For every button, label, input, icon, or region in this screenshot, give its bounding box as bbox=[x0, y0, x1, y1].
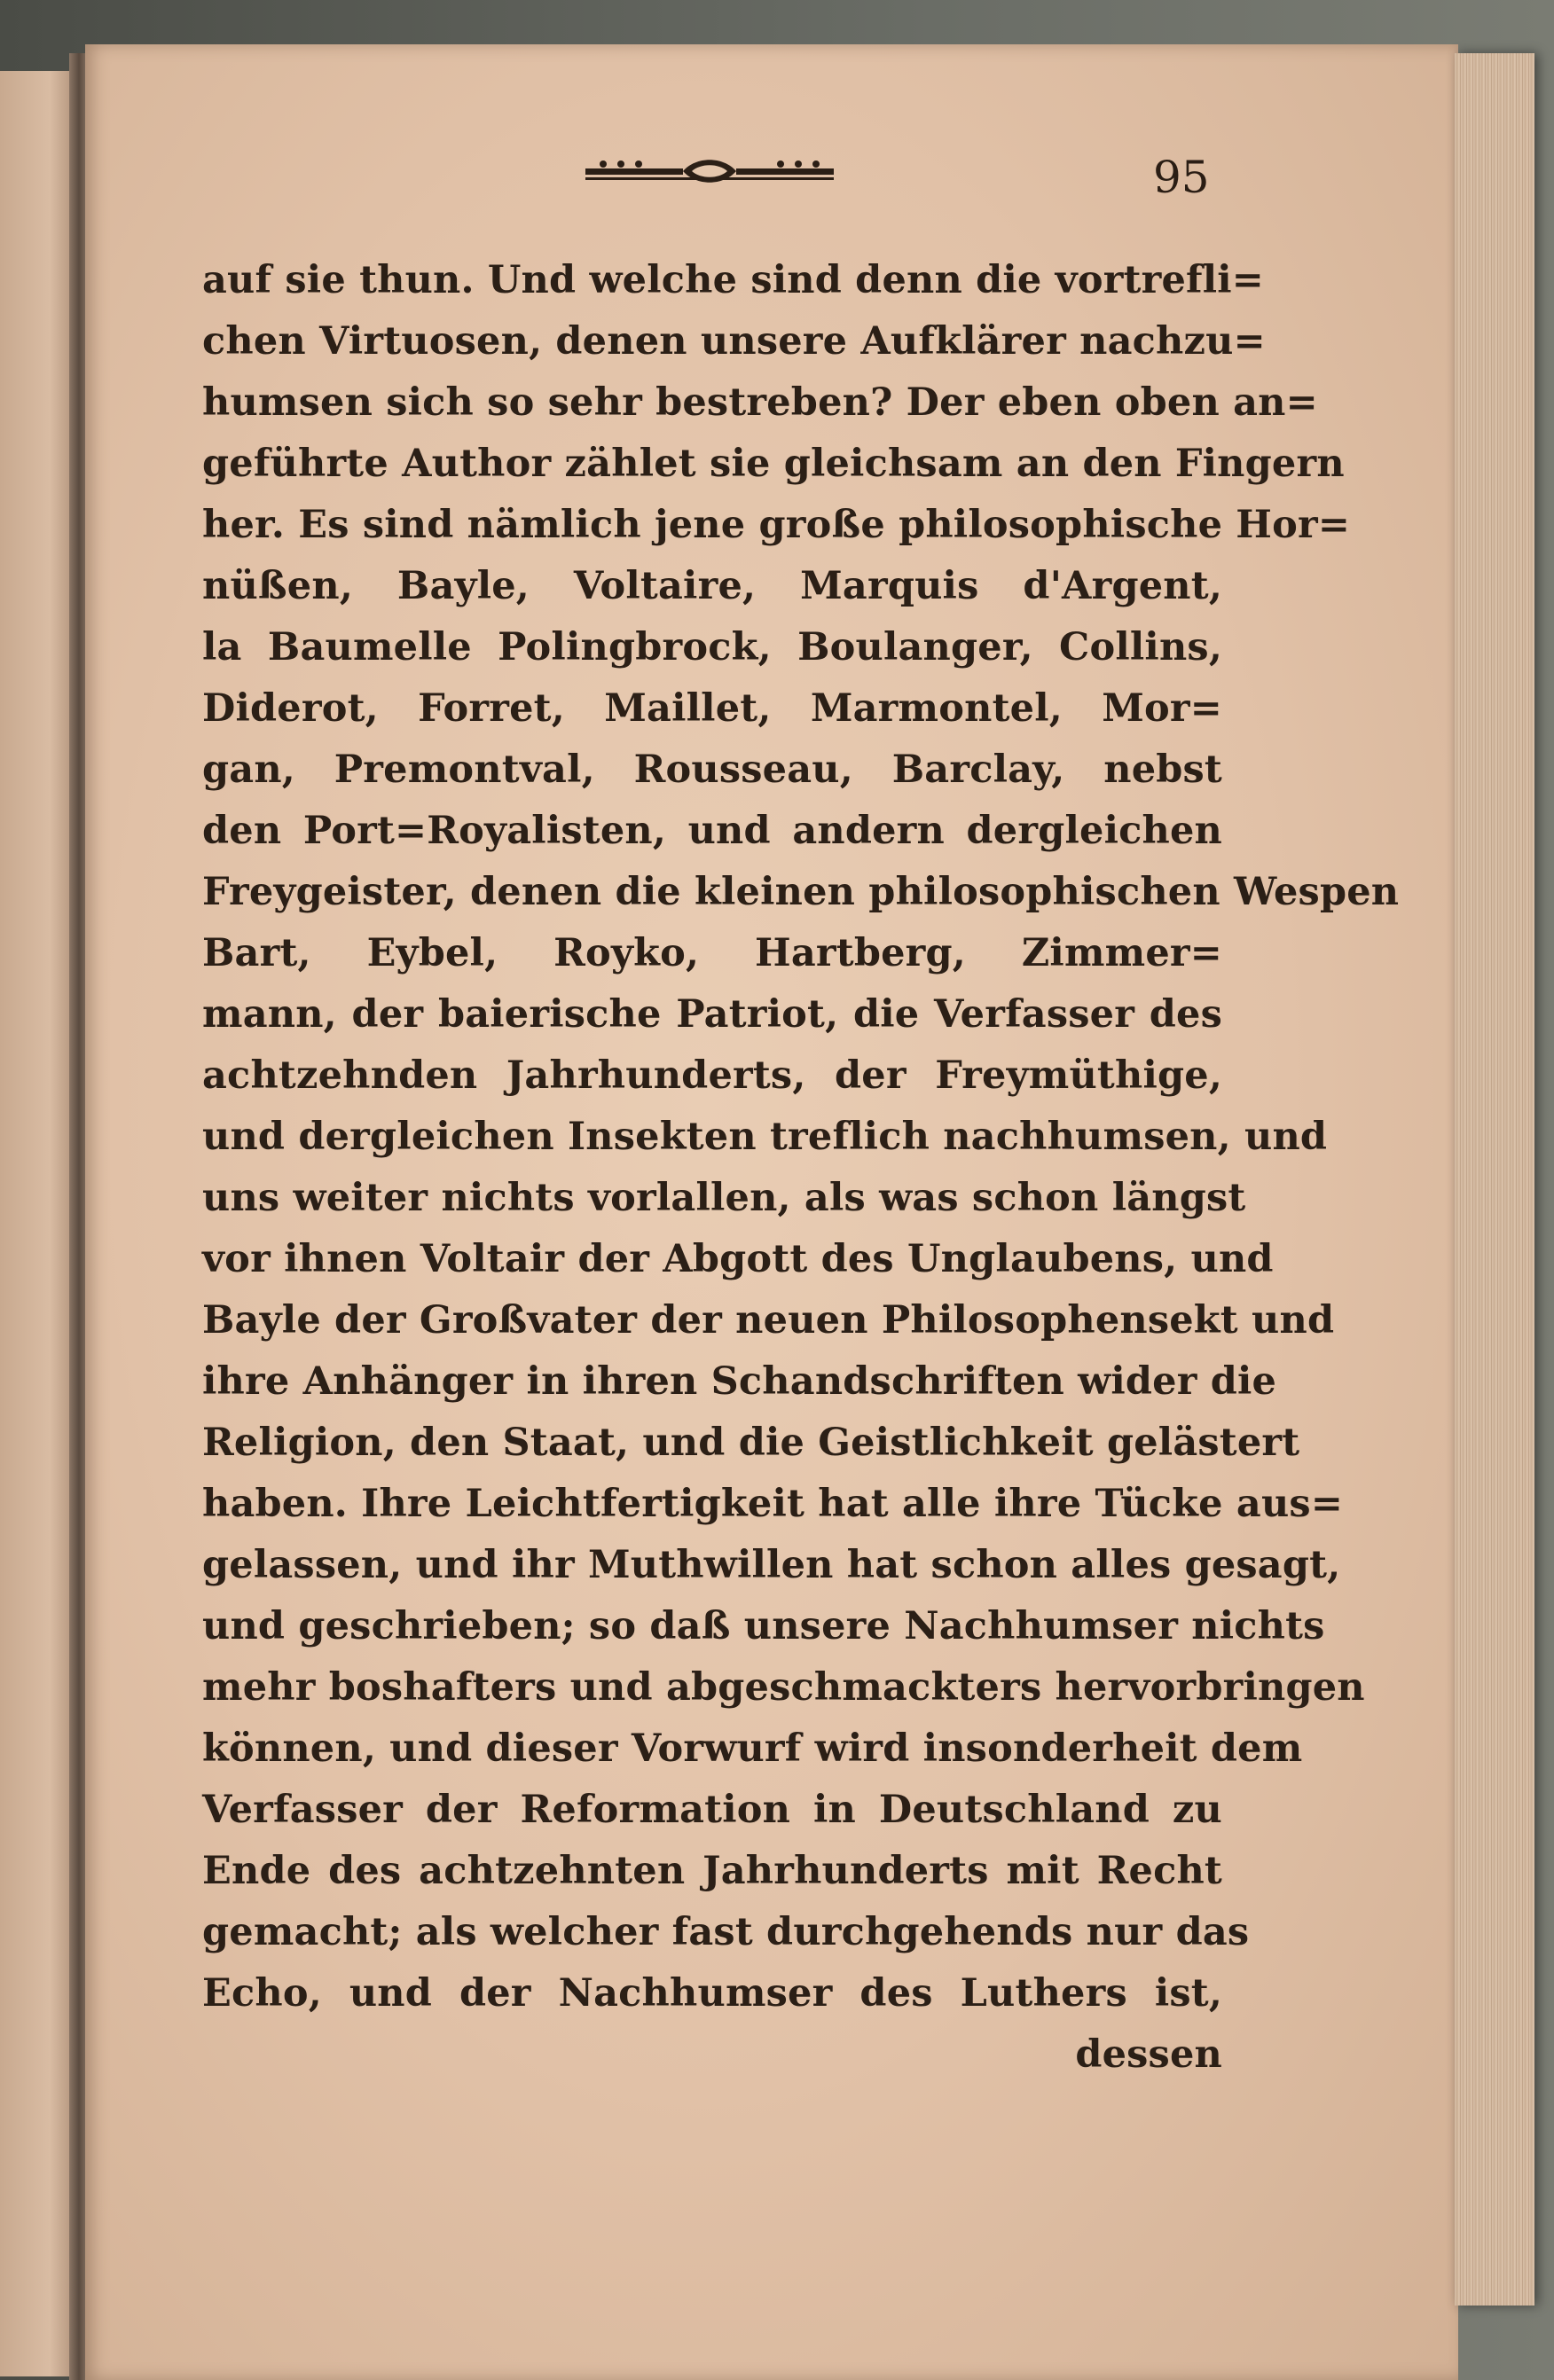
page-number: 95 bbox=[1153, 152, 1210, 203]
page-stack-edges bbox=[1455, 53, 1534, 2306]
text-line: Religion, den Staat, und die Geistlichkeit gelästert bbox=[202, 1421, 1300, 1465]
text-line: Bayle der Großvater der neuen Philosophensekt und bbox=[202, 1298, 1335, 1343]
text-line: la Baumelle Polingbrock, Boulanger, Collins, bbox=[202, 625, 1222, 669]
text-line: Ende des achtzehnten Jahrhunderts mit Recht bbox=[202, 1849, 1222, 1893]
text-line: Freygeister, denen die kleinen philosophischen Wespen bbox=[202, 870, 1400, 914]
text-line: Verfasser der Reformation in Deutschland zu bbox=[202, 1788, 1222, 1832]
text-line: gemacht; als welcher fast durchgehends nur das bbox=[202, 1910, 1250, 1954]
text-line: Bart, Eybel, Royko, Hartberg, Zimmer= bbox=[202, 931, 1222, 975]
text-line: mehr boshafters und abgeschmackters hervorbringen bbox=[202, 1665, 1365, 1710]
text-line: können, und dieser Vorwurf wird insonderheit dem bbox=[202, 1726, 1303, 1771]
text-line: achtzehnden Jahrhunderts, der Freymüthige, bbox=[202, 1053, 1222, 1098]
text-line: geführte Author zählet sie gleichsam an den Fingern bbox=[202, 442, 1345, 486]
previous-page-edge bbox=[0, 71, 71, 2376]
text-line: humsen sich so sehr bestreben? Der eben oben an= bbox=[202, 380, 1318, 425]
text-line: Echo, und der Nachhumser des Luthers ist, bbox=[202, 1971, 1222, 2016]
text-line: chen Virtuosen, denen unsere Aufklärer nachzu= bbox=[202, 319, 1266, 364]
text-line: und geschrieben; so daß unsere Nachhumser nichts bbox=[202, 1604, 1325, 1648]
text-line: nüßen, Bayle, Voltaire, Marquis d'Argent, bbox=[202, 564, 1222, 608]
text-line: den Port=Royalisten, und andern dergleichen bbox=[202, 809, 1222, 853]
text-line: auf sie thun. Und welche sind denn die vortrefli= bbox=[202, 258, 1265, 302]
body-text bbox=[202, 250, 1400, 2112]
text-line: und dergleichen Insekten treflich nachhumsen, und bbox=[202, 1115, 1328, 1159]
text-line: gan, Premontval, Rousseau, Barclay, nebst bbox=[202, 748, 1222, 792]
text-line: vor ihnen Voltair der Abgott des Unglaubens, und bbox=[202, 1237, 1274, 1281]
text-line: uns weiter nichts vorlallen, als was schon längst bbox=[202, 1176, 1246, 1220]
text-line: gelassen, und ihr Muthwillen hat schon alles gesagt, bbox=[202, 1543, 1341, 1587]
text-line: mann, der baierische Patriot, die Verfasser des bbox=[202, 992, 1222, 1037]
header-ornament bbox=[585, 156, 834, 186]
catchword: dessen bbox=[1075, 2032, 1222, 2077]
text-line: ihre Anhänger in ihren Schandschriften wider die bbox=[202, 1359, 1277, 1404]
text-line: her. Es sind nämlich jene große philosophische Hor= bbox=[202, 503, 1351, 547]
text-line: Diderot, Forret, Maillet, Marmontel, Mor= bbox=[202, 686, 1222, 731]
text-line: haben. Ihre Leichtfertigkeit hat alle ihre Tücke aus= bbox=[202, 1482, 1344, 1526]
